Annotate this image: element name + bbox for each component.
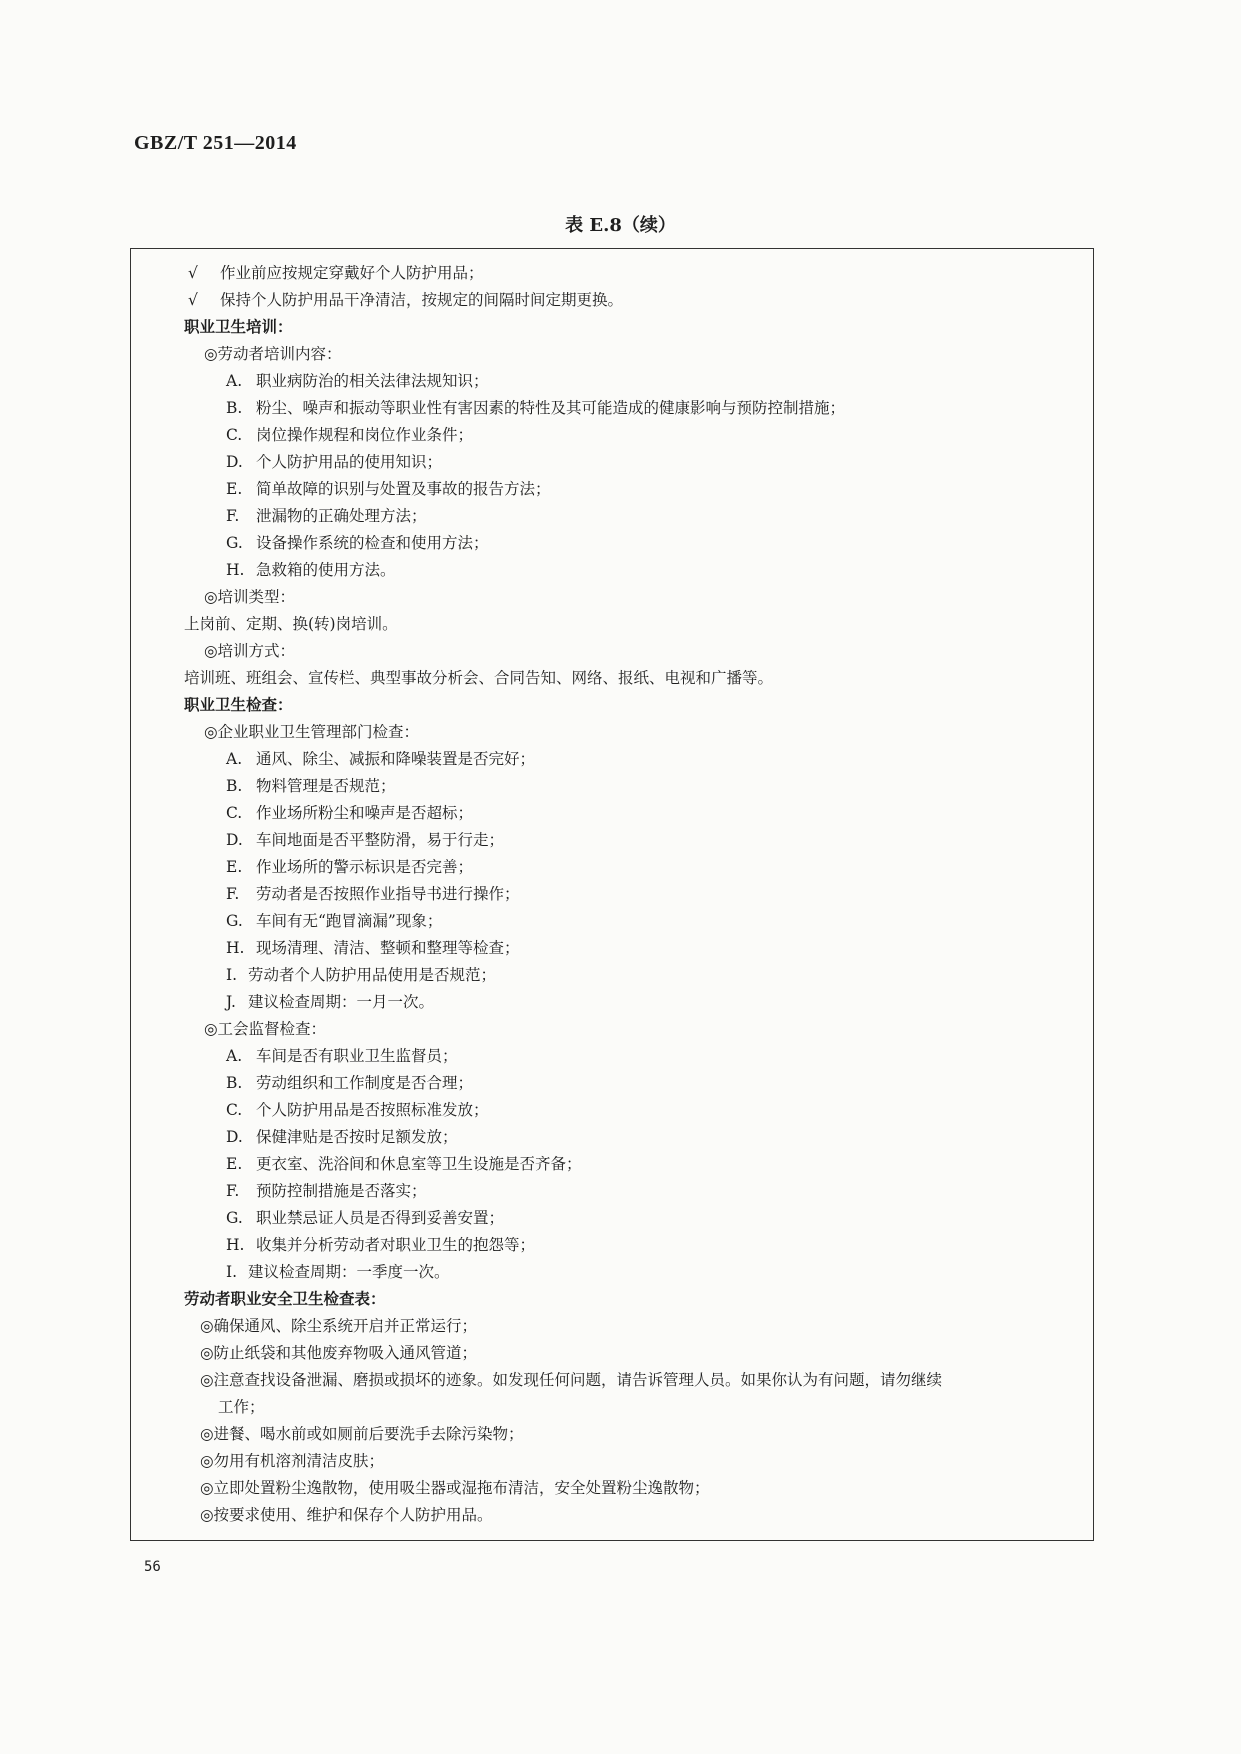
- list-item: [226, 1150, 582, 1178]
- item-text: 简单故障的识别与处置及事故的报告方法；: [256, 480, 551, 498]
- item-text: 个人防护用品是否按照标准发放；: [256, 1101, 489, 1119]
- item-marker: A.: [226, 372, 243, 390]
- item-text: 更衣室、洗浴间和休息室等卫生设施是否齐备；: [256, 1155, 582, 1173]
- list-item: [226, 1096, 489, 1124]
- item-text: 急救箱的使用方法。: [256, 561, 396, 579]
- item-text: 车间有无“跑冒滴漏”现象；: [256, 912, 443, 930]
- list-item: [226, 448, 442, 476]
- item-marker: G.: [226, 534, 243, 552]
- item-text: 建议检查周期：一季度一次。: [248, 1263, 450, 1281]
- item-marker: G.: [226, 1209, 243, 1227]
- item-text: 职业禁忌证人员是否得到妥善安置；: [256, 1209, 505, 1227]
- list-item: [226, 502, 427, 530]
- item-text: 职业病防治的相关法律法规知识；: [256, 372, 489, 390]
- list-item: [226, 799, 473, 827]
- section-heading: 职业卫生培训：: [184, 317, 293, 336]
- item-text: 个人防护用品的使用知识；: [256, 453, 443, 471]
- item-text: 通风、除尘、减振和降噪装置是否完好；: [256, 750, 536, 768]
- item-marker: D.: [226, 453, 243, 471]
- item-marker: C.: [226, 804, 243, 822]
- item-marker: H.: [226, 939, 245, 957]
- table-title: 表 E.8（续）: [565, 215, 676, 236]
- item-text: 保健津贴是否按时足额发放；: [256, 1128, 458, 1146]
- list-item: [226, 367, 489, 395]
- item-marker: C.: [226, 1101, 243, 1119]
- list-item: [226, 961, 496, 989]
- subsection-heading: ◎培训方式：: [204, 642, 296, 660]
- list-item: [226, 394, 845, 422]
- item-text: 粉尘、噪声和振动等职业性有害因素的特性及其可能造成的健康影响与预防控制措施；: [256, 399, 846, 417]
- list-item: [226, 421, 473, 449]
- item-text: 车间是否有职业卫生监督员；: [256, 1047, 458, 1065]
- item-marker: B.: [226, 399, 243, 417]
- list-item: [226, 1204, 504, 1232]
- list-item: [226, 853, 473, 881]
- item-text: 岗位操作规程和岗位作业条件；: [256, 426, 474, 444]
- item-marker: H.: [226, 1236, 245, 1254]
- list-item: [226, 907, 442, 935]
- item-marker: E.: [226, 1155, 243, 1173]
- subsection-heading: ◎劳动者培训内容：: [204, 345, 342, 363]
- item-marker: D.: [226, 831, 243, 849]
- list-item: [226, 745, 535, 773]
- subsection-heading: ◎培训类型：: [204, 588, 296, 606]
- checklist-item: ◎防止纸袋和其他废弃物吸入通风管道；: [200, 1344, 478, 1362]
- list-item: [226, 988, 434, 1016]
- section-heading: 职业卫生检查：: [184, 695, 293, 714]
- item-text: 预防控制措施是否落实；: [256, 1182, 427, 1200]
- checklist-item: ◎注意查找设备泄漏、磨损或损坏的迹象。如发现任何问题，请告诉管理人员。如果你认为有问题，请勿继续: [200, 1371, 943, 1389]
- list-item: [226, 1177, 427, 1205]
- list-item: [226, 1042, 458, 1070]
- item-marker: E.: [226, 480, 243, 498]
- page-number: 56: [144, 1559, 161, 1575]
- item-marker: G.: [226, 912, 243, 930]
- item-text: 泄漏物的正确处理方法；: [256, 507, 427, 525]
- checklist-item: ◎勿用有机溶剂清洁皮肤；: [200, 1452, 385, 1470]
- item-marker: B.: [226, 777, 243, 795]
- check-mark-icon: √: [188, 264, 198, 282]
- list-item: [226, 556, 396, 584]
- item-marker: F.: [226, 507, 240, 525]
- check-item: [188, 259, 484, 287]
- item-marker: J.: [226, 993, 236, 1011]
- item-text: 车间地面是否平整防滑，易于行走；: [256, 831, 505, 849]
- check-mark-icon: √: [188, 291, 198, 309]
- item-text: 劳动组织和工作制度是否合理；: [256, 1074, 474, 1092]
- item-marker: C.: [226, 426, 243, 444]
- list-item: [226, 1123, 458, 1151]
- subsection-heading: ◎工会监督检查：: [204, 1020, 327, 1038]
- check-item: [188, 286, 623, 314]
- checklist-item: ◎立即处置粉尘逸散物，使用吸尘器或湿拖布清洁，安全处置粉尘逸散物；: [200, 1479, 710, 1497]
- item-marker: A.: [226, 1047, 243, 1065]
- item-marker: D.: [226, 1128, 243, 1146]
- list-item: [226, 826, 504, 854]
- item-text: 建议检查周期：一月一次。: [248, 993, 435, 1011]
- checklist-item: ◎进餐、喝水前或如厕前后要洗手去除污染物；: [200, 1425, 524, 1443]
- list-item: [226, 475, 551, 503]
- item-text: 作业场所的警示标识是否完善；: [256, 858, 474, 876]
- item-text: 作业前应按规定穿戴好个人防护用品；: [220, 264, 484, 282]
- item-marker: F.: [226, 885, 240, 903]
- item-marker: I.: [226, 966, 238, 984]
- item-text: 设备操作系统的检查和使用方法；: [256, 534, 489, 552]
- item-text: 物料管理是否规范；: [256, 777, 396, 795]
- item-marker: A.: [226, 750, 243, 768]
- item-marker: B.: [226, 1074, 243, 1092]
- list-item: [226, 772, 396, 800]
- item-marker: I.: [226, 1263, 238, 1281]
- list-item: [226, 880, 520, 908]
- subsection-heading: ◎企业职业卫生管理部门检查：: [204, 723, 420, 741]
- item-text: 保持个人防护用品干净清洁，按规定的间隔时间定期更换。: [220, 291, 624, 309]
- list-item: [226, 1258, 450, 1286]
- item-text: 现场清理、清洁、整顿和整理等检查；: [256, 939, 520, 957]
- list-item: [226, 934, 520, 962]
- paragraph: 培训班、班组会、宣传栏、典型事故分析会、合同告知、网络、报纸、电视和广播等。: [184, 669, 774, 687]
- paragraph: 上岗前、定期、换(转)岗培训。: [184, 615, 398, 633]
- item-text: 劳动者是否按照作业指导书进行操作；: [256, 885, 520, 903]
- item-text: 作业场所粉尘和噪声是否超标；: [256, 804, 474, 822]
- item-text: 收集并分析劳动者对职业卫生的抱怨等；: [256, 1236, 536, 1254]
- list-item: [226, 1069, 473, 1097]
- item-marker: H.: [226, 561, 245, 579]
- checklist-item: ◎确保通风、除尘系统开启并正常运行；: [200, 1317, 478, 1335]
- section-heading: 劳动者职业安全卫生检查表：: [184, 1289, 386, 1308]
- item-marker: E.: [226, 858, 243, 876]
- list-item: [226, 1231, 535, 1259]
- standard-code: GBZ/T 251—2014: [134, 132, 297, 154]
- checklist-item: ◎按要求使用、维护和保存个人防护用品。: [200, 1506, 493, 1524]
- list-item: [226, 529, 489, 557]
- checklist-item-continuation: 工作；: [218, 1398, 265, 1416]
- item-marker: F.: [226, 1182, 240, 1200]
- item-text: 劳动者个人防护用品使用是否规范；: [248, 966, 497, 984]
